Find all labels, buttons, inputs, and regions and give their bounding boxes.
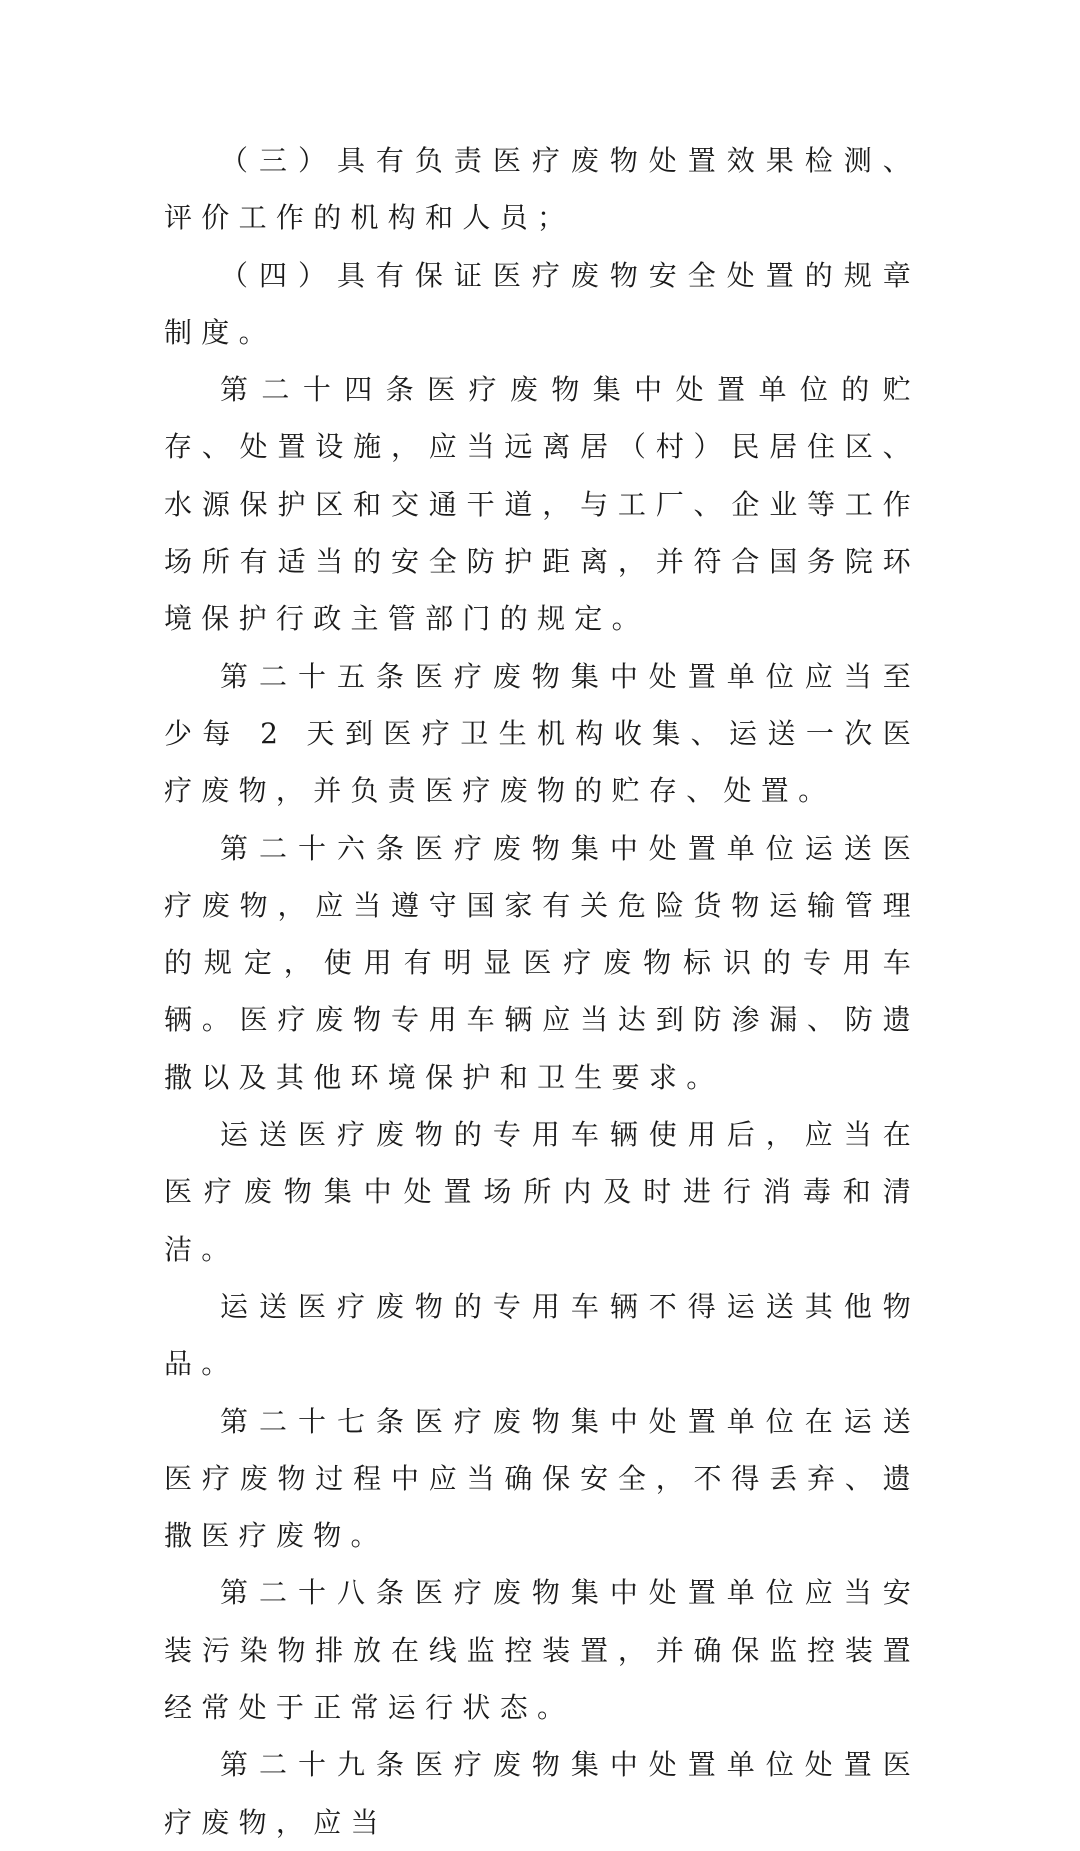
document-body (164, 132, 920, 1851)
paragraph-article-28: 第二十八条医疗废物集中处置单位应当安装污染物排放在线监控装置，并确保监控装置经常处于正常运行状态。 (164, 1576, 920, 1725)
paragraph-vehicle-disinfection: 运送医疗废物的专用车辆使用后，应当在医疗废物集中处置场所内及时进行消毒和清洁。 (164, 1118, 920, 1266)
paragraph-clause-3: （三）具有负责医疗废物处置效果检测、评价工作的机构和人员； (164, 144, 920, 235)
paragraph-article-26: 第二十六条医疗废物集中处置单位运送医疗废物，应当遵守国家有关危险货物运输管理的规定，使用有明显医疗废物标识的专用车辆。医疗废物专用车辆应当达到防渗漏、防遗撒以及其他环境保护和卫生要求。 (164, 831, 920, 1094)
paragraph-article-25: 第二十五条医疗废物集中处置单位应当至少每 2 天到医疗卫生机构收集、运送一次医疗废物，并负责医疗废物的贮存、处置。 (164, 659, 920, 808)
paragraph-article-24: 第二十四条医疗废物集中处置单位的贮存、处置设施，应当远离居（村）民居住区、水源保护区和交通干道，与工厂、企业等工作场所有适当的安全防护距离，并符合国务院环境保护行政主管部门的规定。 (164, 373, 920, 636)
paragraph-vehicle-restriction: 运送医疗废物的专用车辆不得运送其他物品。 (164, 1289, 920, 1381)
paragraph-article-27: 第二十七条医疗废物集中处置单位在运送医疗废物过程中应当确保安全，不得丢弃、遗撒医疗废物。 (164, 1404, 920, 1553)
paragraph-article-29: 第二十九条医疗废物集中处置单位处置医疗废物，应当 (164, 1748, 920, 1839)
paragraph-clause-4: （四）具有保证医疗废物安全处置的规章制度。 (164, 258, 920, 349)
